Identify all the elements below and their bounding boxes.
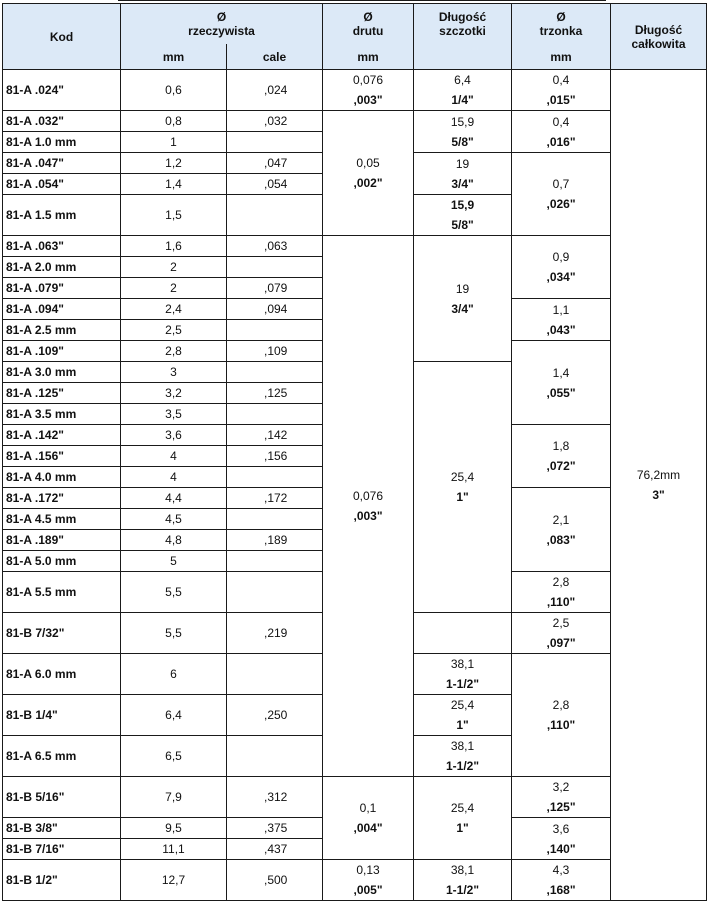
kod-cell: 81-B 5/16" [3, 777, 121, 818]
brush-cell-mm: 15,9 [450, 114, 475, 129]
real-mm-cell: 3 [121, 362, 227, 383]
handle-cell-mm: 2,8 [552, 575, 570, 589]
wire-cell [323, 860, 414, 901]
brush-cell-inch: 1-1/2" [445, 677, 480, 691]
wire-cell [323, 70, 414, 111]
real-mm-cell: 3,6 [121, 425, 227, 446]
brush-cell [414, 654, 512, 695]
handle-cell-inch: ,016" [546, 134, 576, 149]
handle-cell-inch: ,083" [546, 532, 576, 547]
kod-cell: 81-A .032" [3, 111, 121, 132]
real-cale-cell [227, 467, 323, 488]
kod-cell: 81-A 5.5 mm [3, 572, 121, 613]
brush-cell [414, 70, 512, 111]
wire-cell-inch: ,005" [353, 883, 383, 897]
brush-cell [414, 695, 512, 736]
brush-cell [414, 777, 512, 860]
total-cell [611, 70, 707, 901]
real-cale-cell [227, 509, 323, 530]
wire-cell-mm: 0,1 [359, 801, 377, 815]
kod-cell: 81-A .109" [3, 341, 121, 362]
kod-cell: 81-B 1/4" [3, 695, 121, 736]
real-cale-cell [227, 195, 323, 236]
handle-cell [512, 818, 611, 860]
kod-cell: 81-A .156" [3, 446, 121, 467]
real-cale-cell [227, 320, 323, 341]
unit-mm: mm [121, 44, 227, 70]
real-mm-cell: 2 [121, 257, 227, 278]
wire-cell-inch: ,003" [353, 93, 383, 107]
handle-cell [512, 70, 611, 111]
header-real-diameter: Ø rzeczywista [121, 4, 323, 45]
kod-cell: 81-A 5.0 mm [3, 551, 121, 572]
real-cale-cell [227, 132, 323, 153]
brush-cell-mm: 19 [455, 156, 470, 171]
table-row [3, 111, 707, 132]
kod-cell: 81-A 3.5 mm [3, 404, 121, 425]
handle-cell-mm: 2,8 [552, 698, 570, 712]
diameter-symbol: Ø [363, 10, 373, 24]
brush-cell-mm: 25,4 [450, 470, 475, 484]
real-cale-cell [227, 362, 323, 383]
handle-cell-inch: ,110" [546, 718, 576, 732]
real-cale-cell: ,054 [227, 174, 323, 195]
real-mm-cell: 5 [121, 551, 227, 572]
handle-cell-mm: 1,8 [552, 439, 570, 453]
wire-cell-mm: 0,076 [353, 73, 384, 87]
handle-cell [512, 153, 611, 236]
real-cale-cell: ,189 [227, 530, 323, 551]
real-cale-cell: ,250 [227, 695, 323, 736]
handle-cell-mm: 2,1 [552, 512, 570, 527]
handle-cell-mm: 4,3 [552, 863, 570, 877]
brush-cell [414, 236, 512, 362]
handle-cell-inch: ,097" [546, 636, 576, 650]
handle-cell [512, 654, 611, 777]
wire-cell-mm: 0,13 [356, 863, 380, 877]
header-kod: Kod [3, 4, 121, 70]
real-cale-cell [227, 572, 323, 613]
handle-cell-inch: ,026" [546, 197, 576, 211]
handle-cell-mm: 0,4 [552, 73, 570, 87]
real-cale-cell: ,024 [227, 70, 323, 111]
kod-cell: 81-A .125" [3, 383, 121, 404]
kod-cell: 81-A .063" [3, 236, 121, 257]
total-cell-mm: 76,2mm [636, 468, 681, 482]
kod-cell: 81-A .189" [3, 530, 121, 551]
diameter-symbol: Ø [216, 10, 227, 24]
kod-cell: 81-A .079" [3, 278, 121, 299]
real-cale-cell: ,079 [227, 278, 323, 299]
handle-cell-inch: ,034" [546, 270, 576, 284]
real-mm-cell: 11,1 [121, 839, 227, 860]
brush-spec-table [2, 3, 707, 901]
header-row [3, 4, 707, 45]
real-cale-cell: ,047 [227, 153, 323, 174]
real-mm-cell: 2,5 [121, 320, 227, 341]
header-handle-diameter: Ø trzonka [512, 4, 611, 45]
handle-cell-inch: ,055" [546, 385, 576, 400]
real-cale-cell: ,125 [227, 383, 323, 404]
real-mm-cell: 1,2 [121, 153, 227, 174]
kod-cell: 81-A 1.0 mm [3, 132, 121, 153]
kod-cell: 81-A .172" [3, 488, 121, 509]
handle-cell-mm: 3,6 [552, 821, 570, 836]
real-mm-cell: 12,7 [121, 860, 227, 901]
table-row [3, 70, 707, 111]
total-cell-inch: 3" [652, 488, 665, 502]
real-mm-cell: 4,4 [121, 488, 227, 509]
kod-cell: 81-A 4.0 mm [3, 467, 121, 488]
table-row [3, 860, 707, 901]
real-mm-cell: 6 [121, 654, 227, 695]
brush-cell [414, 860, 512, 901]
wire-cell-inch: ,003" [353, 509, 383, 523]
handle-cell [512, 613, 611, 654]
brush-cell-inch: 1-1/2" [445, 759, 480, 773]
real-cale-cell: ,375 [227, 818, 323, 839]
brush-cell [414, 111, 512, 153]
handle-cell-mm: 1,1 [552, 302, 570, 317]
brush-cell-mm: 38,1 [450, 863, 475, 877]
real-mm-cell: 1,4 [121, 174, 227, 195]
brush-cell-inch: 1" [456, 490, 469, 504]
handle-cell-inch: ,015" [546, 93, 576, 107]
brush-cell [414, 613, 512, 654]
real-mm-cell: 0,6 [121, 70, 227, 111]
handle-cell-mm: 2,5 [552, 616, 570, 630]
kod-cell: 81-B 7/16" [3, 839, 121, 860]
brush-cell [414, 153, 512, 195]
real-cale-cell: ,312 [227, 777, 323, 818]
handle-cell-mm: 3,2 [552, 780, 570, 794]
handle-cell-mm: 0,7 [552, 177, 570, 191]
real-mm-cell: 7,9 [121, 777, 227, 818]
brush-cell-inch: 3/4" [451, 176, 474, 191]
brush-cell-mm: 38,1 [450, 739, 475, 753]
kod-cell: 81-A .094" [3, 299, 121, 320]
real-mm-cell: 1,6 [121, 236, 227, 257]
real-cale-cell [227, 404, 323, 425]
handle-cell-inch: ,072" [546, 459, 576, 473]
brush-cell-inch: 1" [456, 821, 469, 835]
handle-cell [512, 488, 611, 572]
wire-cell-mm: 0,076 [353, 489, 384, 503]
real-mm-cell: 4 [121, 467, 227, 488]
real-mm-cell: 0,8 [121, 111, 227, 132]
unit-mm: mm [512, 44, 611, 70]
real-cale-cell: ,172 [227, 488, 323, 509]
kod-cell: 81-B 3/8" [3, 818, 121, 839]
real-mm-cell: 5,5 [121, 613, 227, 654]
real-mm-cell: 4,5 [121, 509, 227, 530]
real-cale-cell: ,032 [227, 111, 323, 132]
brush-cell-inch: 5/8" [451, 218, 474, 232]
real-mm-cell: 2,4 [121, 299, 227, 320]
header-total-length: Długość całkowita [611, 4, 707, 70]
real-mm-cell: 2 [121, 278, 227, 299]
real-mm-cell: 1 [121, 132, 227, 153]
real-mm-cell: 4 [121, 446, 227, 467]
real-mm-cell: 3,5 [121, 404, 227, 425]
brush-cell [414, 736, 512, 777]
real-mm-cell: 5,5 [121, 572, 227, 613]
wire-cell [323, 111, 414, 236]
diameter-symbol: Ø [556, 10, 566, 24]
handle-cell-mm: 1,4 [552, 365, 570, 380]
real-cale-cell: ,219 [227, 613, 323, 654]
brush-cell-mm: 15,9 [450, 198, 475, 212]
brush-cell-mm: 6,4 [454, 73, 471, 87]
kod-cell: 81-A .024" [3, 70, 121, 111]
brush-cell-mm: 38,1 [450, 657, 475, 671]
brush-cell [414, 195, 512, 236]
brush-cell-mm: 25,4 [450, 698, 475, 712]
real-cale-cell: ,094 [227, 299, 323, 320]
brush-cell-inch: 3/4" [451, 301, 474, 316]
real-cale-cell [227, 736, 323, 777]
wire-cell [323, 777, 414, 860]
brush-cell-mm: 25,4 [450, 801, 475, 815]
handle-cell-mm: 0,4 [552, 114, 570, 129]
real-cale-cell [227, 654, 323, 695]
wire-cell-inch: ,004" [353, 821, 383, 835]
unit-blank [414, 44, 512, 70]
handle-cell [512, 299, 611, 341]
handle-cell-inch: ,168" [546, 883, 576, 897]
real-cale-cell [227, 551, 323, 572]
real-mm-cell: 9,5 [121, 818, 227, 839]
real-mm-cell: 3,2 [121, 383, 227, 404]
unit-cale: cale [227, 44, 323, 70]
table-body [3, 70, 707, 901]
real-mm-cell: 6,4 [121, 695, 227, 736]
kod-cell: 81-A 2.5 mm [3, 320, 121, 341]
real-cale-cell: ,142 [227, 425, 323, 446]
brush-cell-mm: 19 [455, 281, 470, 296]
brush-cell [414, 362, 512, 613]
table-row [3, 236, 707, 257]
handle-cell-mm: 0,9 [552, 250, 570, 264]
kod-cell: 81-A 2.0 mm [3, 257, 121, 278]
header-brush-length: Długość szczotki [414, 4, 512, 45]
kod-cell: 81-B 1/2" [3, 860, 121, 901]
header-wire-diameter: Ø drutu [323, 4, 414, 45]
kod-cell: 81-A 6.0 mm [3, 654, 121, 695]
handle-cell-inch: ,140" [546, 841, 576, 856]
handle-cell [512, 341, 611, 425]
wire-cell [323, 236, 414, 777]
kod-cell: 81-B 7/32" [3, 613, 121, 654]
wire-cell-mm: 0,05 [356, 156, 380, 170]
real-mm-cell: 1,5 [121, 195, 227, 236]
wire-cell-inch: ,002" [353, 176, 383, 190]
kod-cell: 81-A .054" [3, 174, 121, 195]
handle-cell-inch: ,125" [546, 800, 576, 814]
real-cale-cell [227, 257, 323, 278]
kod-cell: 81-A .047" [3, 153, 121, 174]
handle-cell [512, 860, 611, 901]
real-mm-cell: 6,5 [121, 736, 227, 777]
handle-cell [512, 777, 611, 818]
real-cale-cell: ,063 [227, 236, 323, 257]
handle-cell [512, 425, 611, 488]
brush-cell-inch: 5/8" [451, 134, 474, 149]
brush-cell-inch: 1-1/2" [445, 883, 480, 897]
kod-cell: 81-A 6.5 mm [3, 736, 121, 777]
handle-cell-inch: ,043" [546, 322, 576, 337]
real-cale-cell: ,500 [227, 860, 323, 901]
kod-cell: 81-A 1.5 mm [3, 195, 121, 236]
table-row [3, 777, 707, 818]
kod-cell: 81-A .142" [3, 425, 121, 446]
handle-cell [512, 111, 611, 153]
unit-mm: mm [323, 44, 414, 70]
real-mm-cell: 4,8 [121, 530, 227, 551]
real-mm-cell: 2,8 [121, 341, 227, 362]
kod-cell: 81-A 3.0 mm [3, 362, 121, 383]
real-cale-cell: ,437 [227, 839, 323, 860]
kod-cell: 81-A 4.5 mm [3, 509, 121, 530]
real-cale-cell: ,156 [227, 446, 323, 467]
brush-cell-inch: 1/4" [451, 93, 474, 107]
real-cale-cell: ,109 [227, 341, 323, 362]
handle-cell [512, 572, 611, 613]
handle-cell-inch: ,110" [546, 595, 576, 609]
brush-cell-inch: 1" [456, 718, 469, 732]
handle-cell [512, 236, 611, 299]
